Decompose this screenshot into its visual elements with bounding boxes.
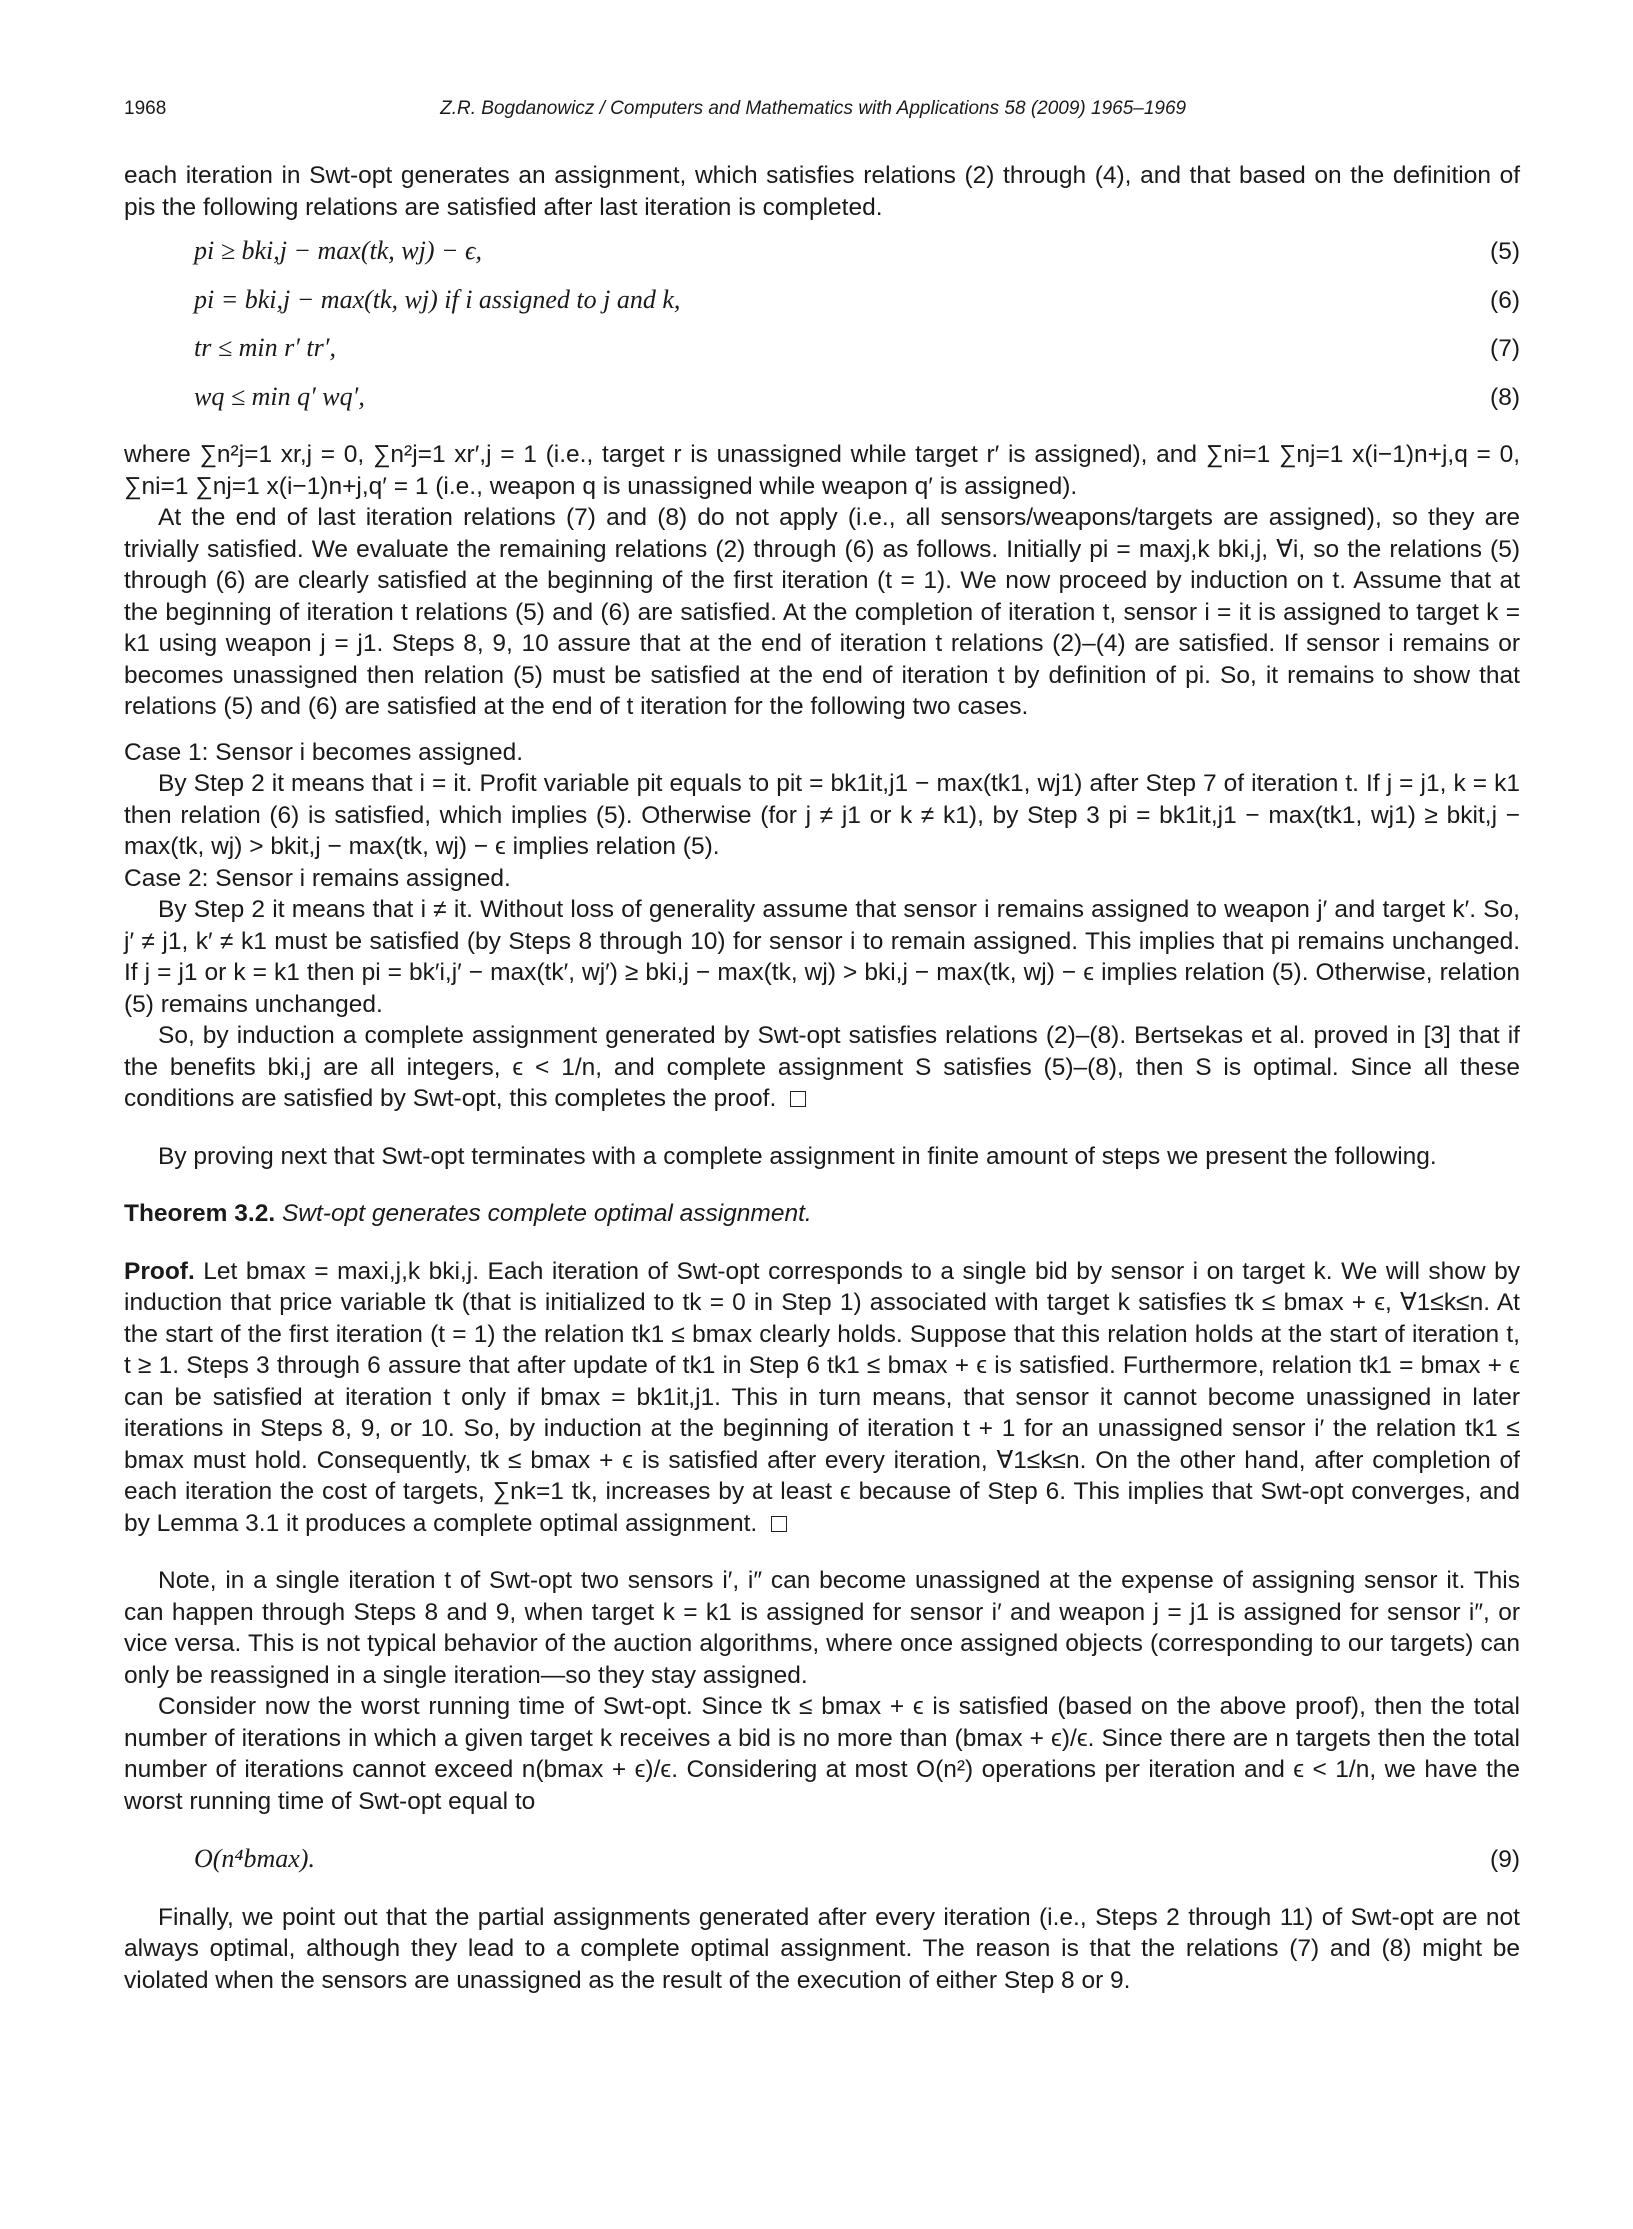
equation-number: (8) (1490, 383, 1520, 411)
journal-citation: Z.R. Bogdanowicz / Computers and Mathematics with Applications 58 (2009) 1965–1969 (440, 98, 1187, 119)
equation-9 (124, 1843, 1520, 1876)
case-1-title: Case 1: Sensor i becomes assigned. (124, 738, 524, 766)
final-paragraph: Finally, we point out that the partial assignments generated after every iteration (i.e., Steps 2 through 11) of Swt-opt are not always optimal, although they lead to a complete optimal assignment. The reason is that the relations (7) and (8) might be violated when the sensors are unassigned as the result of the execution of either Step 8 or 9. (124, 1903, 1520, 1994)
end-iteration-paragraph: At the end of last iteration relations (7) and (8) do not apply (i.e., all sensors/weapons/targets are assigned), so they are trivially satisfied. We evaluate the remaining relations (2) through (6) as follows. Initially pi = maxj,k bki,j, ∀i, so the relations (5) through (6) are clearly satisfied at the beginning of the first iteration (t = 1). We now proceed by induction on t. Assume that at the beginning of iteration t relations (5) and (6) are satisfied. At the completion of iteration t, sensor i = it is assigned to target k = k1 using weapon j = j1. Steps 8, 9, 10 assure that at the end of iteration t relations (2)–(4) are satisfied. If sensor i remains or becomes unassigned then relation (5) must be satisfied at the end of iteration t by definition of pi. So, it remains to show that relations (5) and (6) are satisfied at the end of t iteration for the following two cases. (124, 504, 1520, 720)
paper-page (124, 98, 1520, 1996)
equation-expression: tr ≤ min r′ tr′, (194, 333, 336, 362)
where-paragraph: where ∑n²j=1 xr,j = 0, ∑n²j=1 xr′,j = 1 (i.e., target r is unassigned while target r′ is assigned), and ∑ni=1 ∑nj=1 x(i−1)n+j,q = 0, ∑ni=1 ∑nj=1 x(i−1)n+j,q′ = 1 (i.e., weapon q is unassigned while weapon q′ is assigned). (124, 441, 1520, 500)
equation-expression: wq ≤ min q′ wq′, (194, 381, 365, 411)
equation-number: (7) (1490, 335, 1520, 362)
note-paragraph: Note, in a single iteration t of Swt-opt two sensors i′, i″ can become unassigned at the expense of assigning sensor it. This can happen through Steps 8 and 9, when target k = k1 is assigned for sensor i′ and weapon j = j1 is assigned for sensor i″, or vice versa. This is not typical behavior of the auction algorithms, where once assigned objects (corresponding to our targets) can only be reassigned in a single iteration—so they stay assigned. (124, 1567, 1520, 1689)
transition-paragraph: By proving next that Swt-opt terminates with a complete assignment in finite amount of steps we present the following. (158, 1142, 1437, 1170)
case-2-text: By Step 2 it means that i ≠ it. Without loss of generality assume that sensor i remains assigned to weapon j′ and target k′. So, j′ ≠ j1, k′ ≠ k1 must be satisfied (by Steps 8 through 10) for sensor i to remain assigned. This implies that pi remains unchanged. If j = j1 or k = k1 then pi = bk′i,j′ − max(tk′, wj′) ≥ bki,j − max(tk, wj) > bki,j − max(tk, wj) − ϵ implies relation (5). Otherwise, relation (5) remains unchanged. (124, 896, 1520, 1018)
equation-5 (124, 235, 1520, 268)
equation-expression: O(n⁴bmax). (194, 1844, 315, 1873)
running-header (124, 98, 1520, 128)
proof-block (124, 1256, 1520, 1540)
equation-expression: pi = bki,j − max(tk, wj) if i assigned to j and k, (194, 284, 681, 314)
running-time-paragraph: Consider now the worst running time of Swt-opt. Since tk ≤ bmax + ϵ is satisfied (based on the above proof), then the total number of iterations in which a given target k receives a bid is no more than (bmax + ϵ)/ϵ. Since there are n targets then the total number of iterations cannot exceed n(bmax + ϵ)/ϵ. Considering at most O(n²) operations per iteration and ϵ < 1/n, we have the worst running time of Swt-opt equal to (124, 1693, 1520, 1815)
theorem-statement: Swt-opt generates complete optimal assignment. (281, 1200, 812, 1227)
equation-number: (6) (1490, 286, 1520, 314)
equation-6 (124, 284, 1520, 317)
theorem-3-2 (124, 1198, 1520, 1230)
case-2-title: Case 2: Sensor i remains assigned. (124, 864, 511, 892)
theorem-label: Theorem 3.2. (124, 1200, 276, 1227)
equation-expression: pi ≥ bki,j − max(tk, wj) − ϵ, (194, 236, 483, 265)
qed-square-icon (790, 1091, 806, 1107)
equation-7 (124, 332, 1520, 365)
proof-label: Proof. (124, 1257, 195, 1285)
qed-square-icon (771, 1516, 787, 1532)
equation-number: (5) (1490, 238, 1520, 265)
intro-paragraph: each iteration in Swt-opt generates an assignment, which satisfies relations (2) through (4), and that based on the definition of pis the following relations are satisfied after last iteration is completed. (124, 162, 1520, 221)
induction-conclusion (124, 1020, 1520, 1115)
page-number: 1968 (124, 98, 167, 119)
case-1-text: By Step 2 it means that i = it. Profit variable pit equals to pit = bk1it,j1 − max(tk1, wj1) after Step 7 of iteration t. If j = j1, k = k1 then relation (6) is satisfied, which implies (5). Otherwise (for j ≠ j1 or k ≠ k1), by Step 3 pi = bk1it,j1 − max(tk1, wj1) ≥ bkit,j − max(tk, wj) > bkit,j − max(tk, wj) − ϵ implies relation (5). (124, 770, 1520, 860)
equation-number: (9) (1490, 1846, 1520, 1873)
proof-text: Let bmax = maxi,j,k bki,j. Each iteration of Swt-opt corresponds to a single bid by sensor i on target k. We will show by induction that price variable tk (that is initialized to tk = 0 in Step 1) associated with target k satisfies tk ≤ bmax + ϵ, ∀1≤k≤n. At the start of the first iteration (t = 1) the relation tk1 ≤ bmax clearly holds. Suppose that this relation holds at the start of iteration t, t ≥ 1. Steps 3 through 6 assure that after update of tk1 in Step 6 tk1 ≤ bmax + ϵ is satisfied. Furthermore, relation tk1 = bmax + ϵ can be satisfied at iteration t only if bmax = bk1it,j1. This in turn means, that sensor it cannot become unassigned in later iterations in Steps 8, 9, or 10. So, by induction at the beginning of iteration t + 1 for an unassigned sensor i′ the relation tk1 ≤ bmax must hold. Consequently, tk ≤ bmax + ϵ is satisfied after every iteration, ∀1≤k≤n. On the other hand, after completion of each iteration the cost of targets, ∑nk=1 tk, increases by at least ϵ because of Step 6. This implies that Swt-opt converges, and by Lemma 3.1 it produces a complete optimal assignment. (124, 1257, 1520, 1537)
equation-8 (124, 381, 1520, 414)
induction-conclusion-text: So, by induction a complete assignment generated by Swt-opt satisfies relations (2)–(8). Bertsekas et al. proved in [3] that if the benefits bki,j are all integers, ϵ < 1/n, and complete assignment S satisfies (5)–(8), then S is optimal. Since all these conditions are satisfied by Swt-opt, this completes the proof. (124, 1022, 1520, 1112)
article-body (124, 160, 1520, 1996)
